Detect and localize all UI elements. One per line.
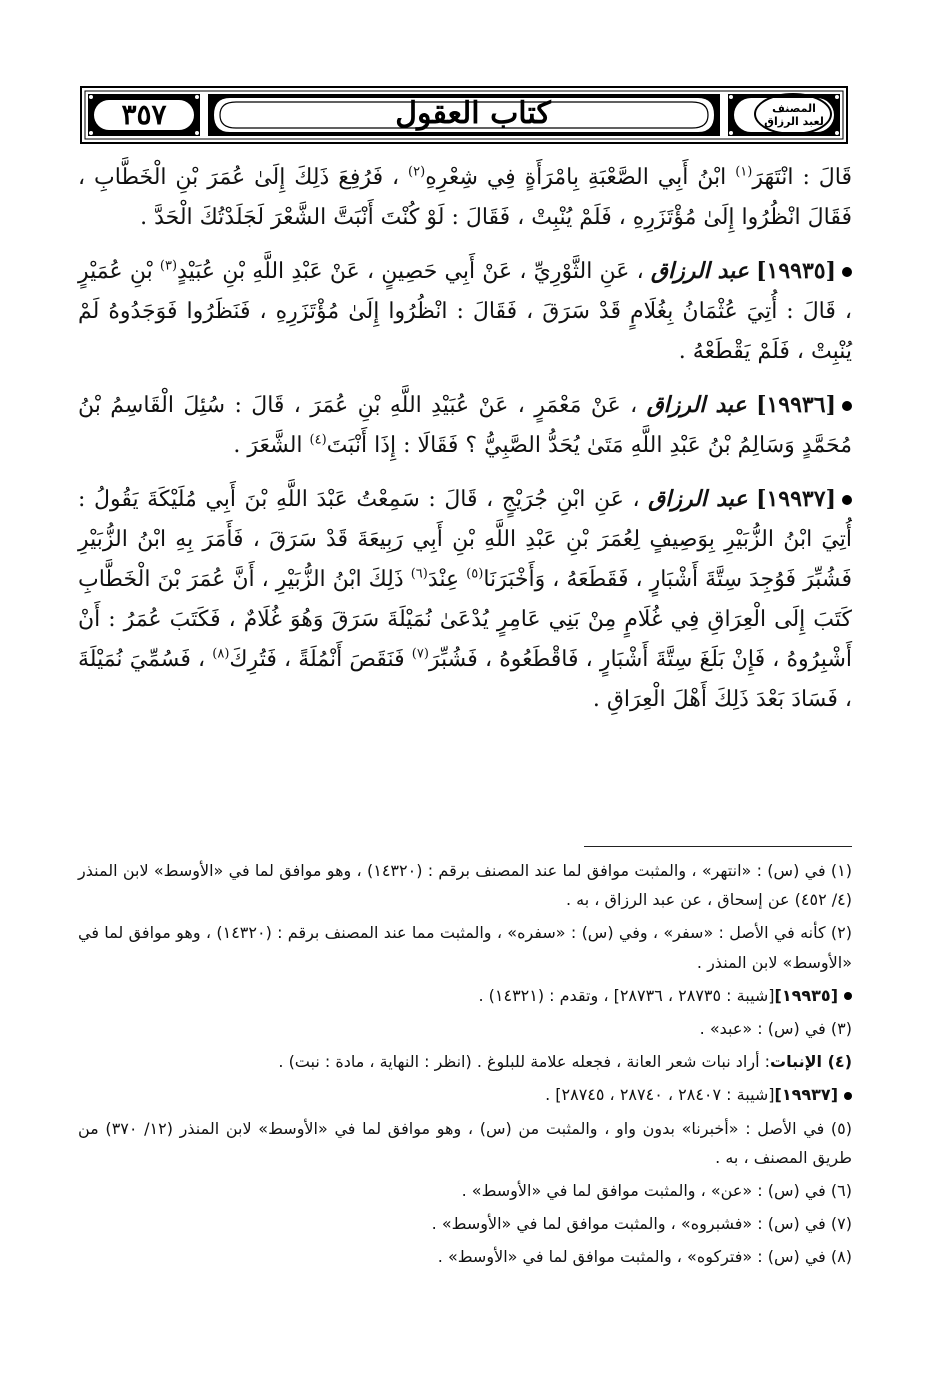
bullet-icon bbox=[842, 267, 852, 277]
author-name: عبد الرزاق bbox=[646, 392, 747, 418]
footnote-ref[interactable]: (٥) bbox=[466, 566, 484, 582]
hadith-number: [١٩٩٣٧] bbox=[756, 486, 836, 512]
takhrij-19935 bbox=[78, 981, 852, 1010]
text-segment: عِنْدَ bbox=[427, 567, 467, 592]
text-segment: ، عَنِ ابْنِ جُرَيْجٍ ، قَالَ : سَمِعْتُ عَبْدَ اللَّهِ بْنَ أَبِي مُلَيْكَةَ يَقُولُ : أُتِيَ ابْنُ الزُّبَيْرِ بِوَصِيفٍ لِعُمَرَ بْنِ عَبْدِ اللَّهِ بْنِ أَبِي رَبِيعَةَ قَدْ سَرَقَ ، فَأَمَرَ بِهِ ابْنُ الزُّبَيْرِ فَشُبِّرَ فَوُجِدَ سِتَّةَ أَشْبَارٍ ، فَقَطَعَهُ ، وَأَخْبَرَنَا bbox=[78, 487, 852, 592]
takhrij-text: [شيبة : ٢٨٧٣٥ ، ٢٨٧٣٦] ، وتقدم : (١٤٣٢١) . bbox=[478, 985, 775, 1005]
hadith-number: [١٩٩٣٦] bbox=[756, 392, 836, 418]
paragraph-continuation bbox=[78, 158, 852, 238]
emblem-line2: لعبد الرزاق bbox=[764, 115, 824, 128]
footnote-2: (٢) كأنه في الأصل : «سفر» ، وفي (س) : «سفره» ، والمثبت مما عند المصنف برقم : (١٤٣٢٠) ، وهو موافق لما في «الأوسط» لابن المنذر . bbox=[78, 923, 853, 972]
author-name: عبد الرزاق bbox=[650, 258, 749, 284]
page-number: ٣٥٧ bbox=[121, 98, 167, 131]
footnote-5: (٥) في الأصل : «أخبرنا» بدون واو ، والمثبت من (س) ، وهو موافق لما في «الأوسط» لابن المنذر (١٢/ ٣٧٠) من طريق المصنف ، به . bbox=[78, 1118, 853, 1167]
footnote-3: (٣) في (س) : «عبد» . bbox=[699, 1019, 852, 1039]
hadith-number: [١٩٩٣٥] bbox=[756, 258, 837, 284]
footnote-6: (٦) في (س) : «عن» ، والمثبت موافق لما في «الأوسط» . bbox=[461, 1181, 852, 1201]
emblem-line1: المصنف bbox=[772, 102, 816, 115]
text-segment: ، فَسُمِّيَ نُمَيْلَةَ ، فَسَادَ بَعْدَ ذَلِكَ أَهْلَ الْعِرَاقِ . bbox=[78, 647, 852, 712]
text-segment: ابْنُ أَبِي الصَّعْبَةِ بِامْرَأَةٍ فِي شِعْرِهِ bbox=[425, 165, 736, 190]
bullet-icon bbox=[844, 992, 852, 1000]
text-segment: ذَلِكَ ابْنُ الزُّبَيْرِ ، أَنَّ عُمَرَ بْنَ الْخَطَّابِ كَتَبَ إِلَى الْعِرَاقِ فِي غُلَامٍ مِنْ بَنِي عَامِرٍ يُدْعَىٰ نُمَيْلَةَ سَرَقَ وَهُوَ غُلَامٌ ، فَكَتَبَ عُمَرُ : أَنْ أَشْبِرُوهُ ، فَإِنْ بَلَغَ سِتَّةَ أَشْبَارٍ ، فَاقْطَعُوهُ ، فَشُبِّرَ bbox=[78, 567, 852, 672]
text-segment: ، عَنِ الثَّوْرِيِّ ، عَنْ أَبِي حَصِينٍ ، عَنْ عَبْدِ اللَّهِ بْنِ عُبَيْدٍ bbox=[177, 259, 651, 284]
footnote-ref[interactable]: (٨) bbox=[212, 646, 230, 662]
page-header bbox=[80, 86, 848, 144]
footnote-4 bbox=[78, 1047, 852, 1076]
running-title: كتاب العقول bbox=[395, 96, 551, 131]
footnote-ref[interactable]: (٧) bbox=[411, 646, 429, 662]
author-name: عبد الرزاق bbox=[648, 486, 748, 512]
takhrij-number: [١٩٩٣٧] bbox=[774, 1085, 838, 1105]
text-segment: بْنِ عُمَيْرٍ ، قَالَ : أُتِيَ عُثْمَانُ بِغُلَامٍ قَدْ سَرَقَ ، فَقَالَ : انْظُرُوا إِلَىٰ مُؤْتَزَرِهِ ، فَنَظَرُوا فَوَجَدُوهُ لَمْ يُنْبِتْ ، فَلَمْ يَقْطَعْهُ . bbox=[78, 259, 852, 364]
takhrij-text: [شيبة : ٢٨٤٠٧ ، ٢٨٧٤٠ ، ٢٨٧٤٥] . bbox=[545, 1085, 775, 1105]
hadith-19935 bbox=[78, 251, 852, 372]
text-segment: قَالَ : انْتَهَرَ bbox=[752, 165, 852, 190]
bullet-icon bbox=[844, 1092, 852, 1100]
hadith-19936 bbox=[78, 385, 852, 466]
text-segment: الشَّعَرَ . bbox=[233, 433, 310, 458]
text-segment: ، فَرُفِعَ ذَلِكَ إِلَىٰ عُمَرَ بْنِ الْخَطَّابِ ، فَقَالَ انْظُرُوا إِلَىٰ مُؤْتَزَرِهِ ، فَلَمْ يُنْبِتْ ، فَقَالَ : لَوْ كُنْتَ أَنْبَتَّ الشَّعْرَ لَجَلَدْتُكَ الْحَدَّ . bbox=[78, 165, 852, 230]
footnote-ref[interactable]: (١) bbox=[735, 164, 753, 180]
footnote-1: (١) في (س) : «انتهر» ، والمثبت موافق لما عند المصنف برقم : (١٤٣٢٠) ، وهو موافق لما في «الأوسط» لابن المنذر (٤/ ٤٥٢) عن إسحاق ، عن عبد الرزاق ، به . bbox=[78, 861, 852, 910]
footnote-8: (٨) في (س) : «فتركوه» ، والمثبت موافق لما في «الأوسط» . bbox=[437, 1247, 852, 1267]
footnotes bbox=[78, 856, 852, 1276]
bullet-icon bbox=[842, 401, 852, 411]
footnote-text: : أراد نبات شعر العانة ، فجعله علامة للبلوغ . (انظر : النهاية ، مادة : نبت) . bbox=[278, 1052, 771, 1072]
takhrij-number: [١٩٩٣٥] bbox=[774, 985, 838, 1005]
text-segment: فَنَقَصَ أَنْمُلَةً ، فَتُرِكَ bbox=[229, 647, 412, 672]
footnote-7: (٧) في (س) : «فشبروه» ، والمثبت موافق لما في «الأوسط» . bbox=[431, 1214, 852, 1234]
footnote-divider bbox=[584, 846, 852, 847]
footnote-ref[interactable]: (٣) bbox=[159, 258, 178, 274]
footnote-ref[interactable]: (٢) bbox=[408, 164, 426, 180]
takhrij-19937 bbox=[78, 1080, 852, 1109]
bullet-icon bbox=[842, 495, 852, 505]
text-segment: ، عَنْ مَعْمَرٍ ، عَنْ عُبَيْدِ اللَّهِ بْنِ عُمَرَ ، قَالَ : سُئِلَ الْقَاسِمُ بْنُ مُحَمَّدٍ وَسَالِمُ بْنُ عَبْدِ اللَّهِ مَتَىٰ يُحَدُّ الصَّبِيُّ ؟ فَقَالَا : إِذَا أَنْبَتَ bbox=[78, 393, 852, 458]
footnote-ref[interactable]: (٦) bbox=[410, 566, 428, 582]
book-emblem bbox=[748, 92, 840, 138]
footnote-ref[interactable]: (٤) bbox=[309, 432, 327, 448]
main-text bbox=[78, 158, 852, 733]
footnote-term: (٤) الإنبات bbox=[770, 1052, 852, 1072]
hadith-19937 bbox=[78, 479, 852, 720]
